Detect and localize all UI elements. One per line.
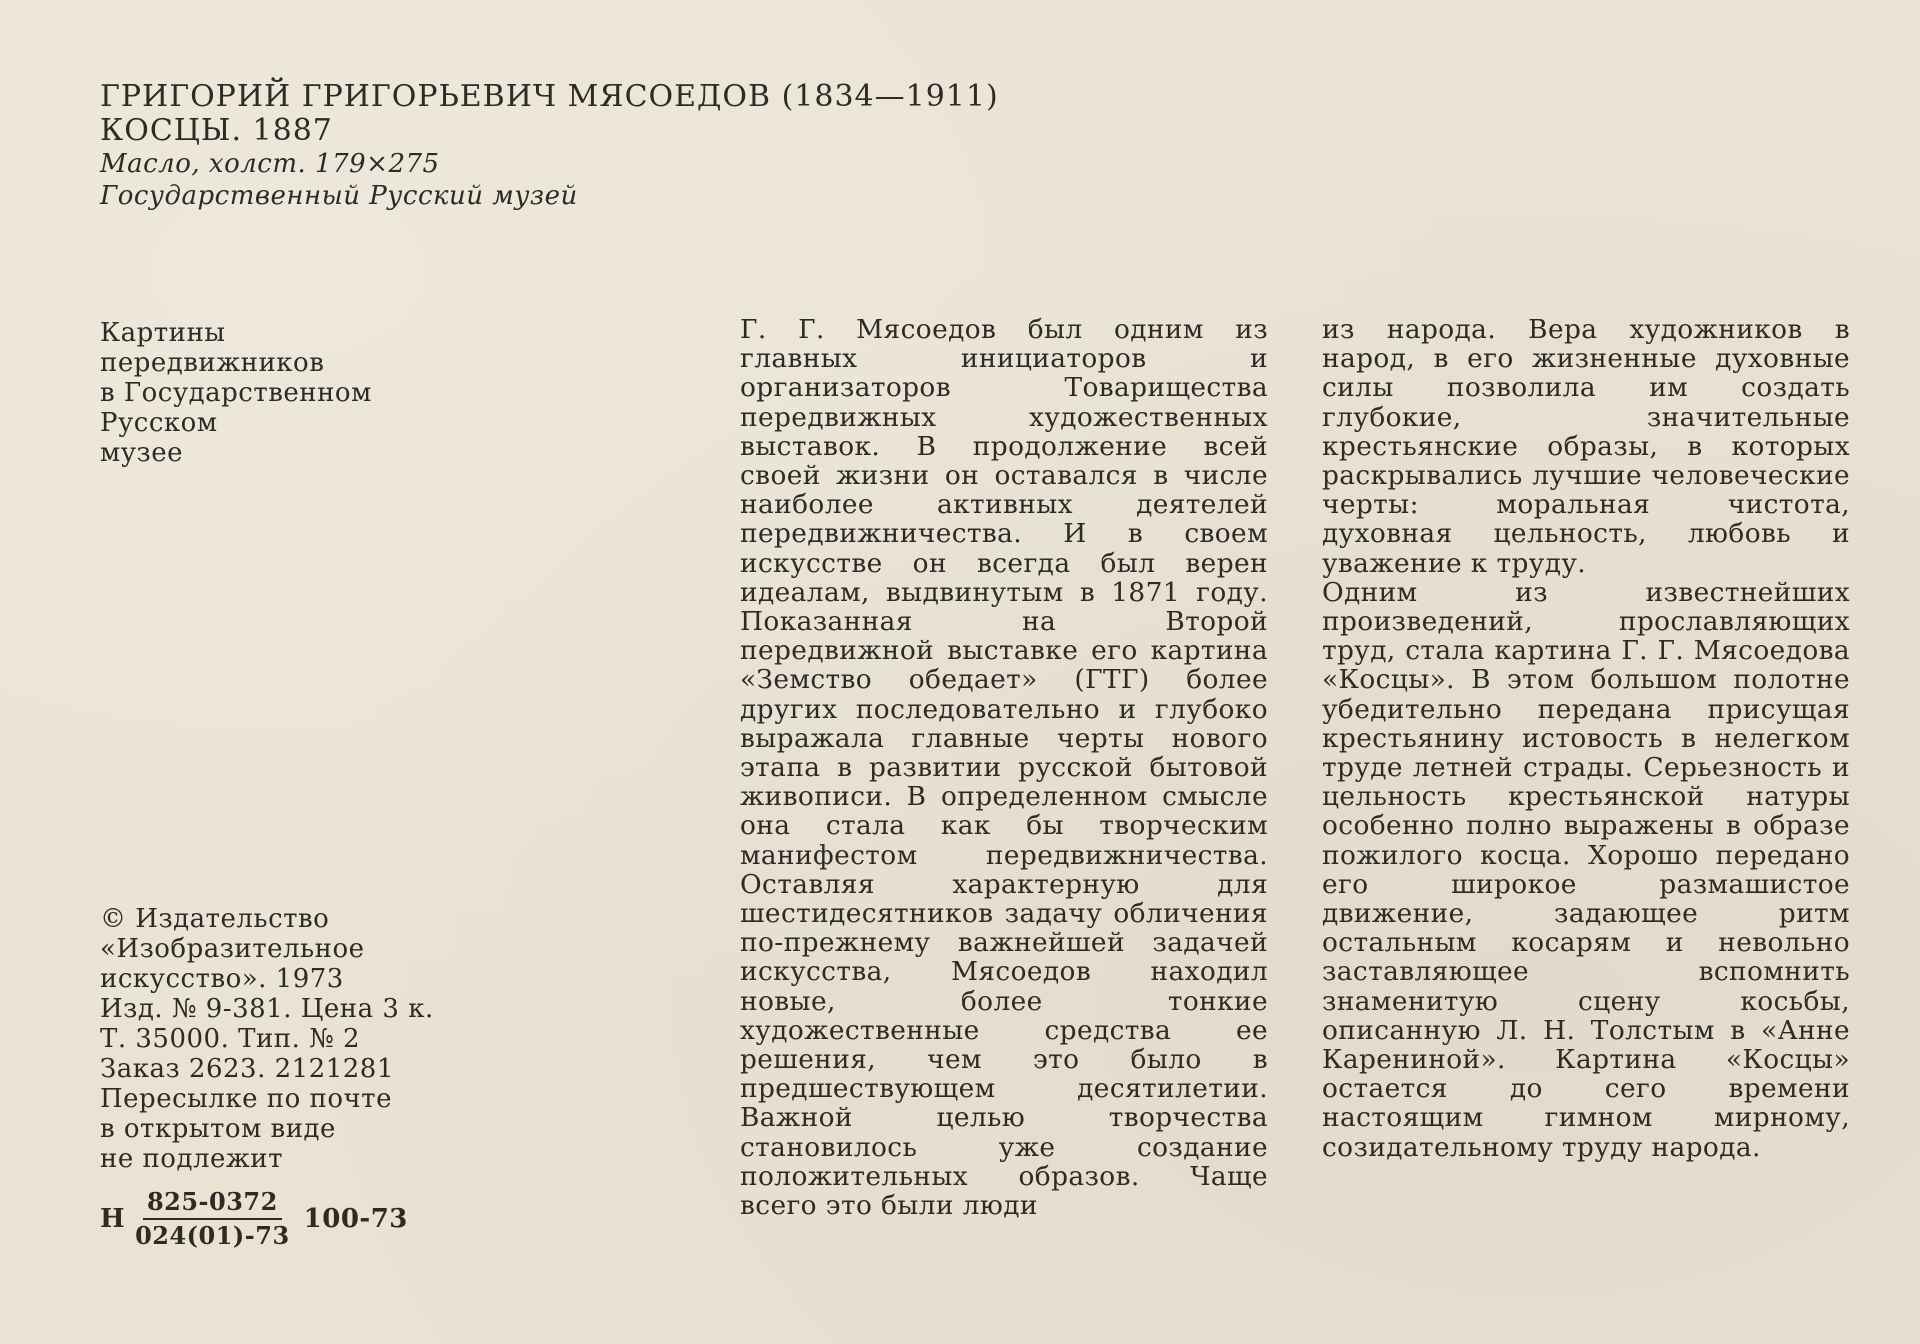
imprint-line: © Издательство [100,904,330,934]
artwork-medium: Масло, холст. 179×275 [100,149,440,179]
imprint-line: Т. 35000. Тип. № 2 [100,1024,361,1054]
series-title [100,318,500,468]
imprint-line: «Изобразительное [100,934,365,964]
index-suffix: 100-73 [303,1204,408,1234]
series-line: передвижников [100,348,325,378]
body-column-2 [1322,315,1850,1162]
imprint-line: искусство». 1973 [100,964,344,994]
series-line: Русском [100,408,218,438]
imprint-line: в открытом виде [100,1114,336,1144]
body-paragraph: Одним из известнейших произведений, прославляющих труд, стала картина Г. Г. Мясоедова «Косцы». В этом большом полотне убедительно передана присущая крестьянину истовость в нелегком труде летней страды. Серьезность и цельность крестьянской натуры особенно полно выражены в образе пожилого косца. Хорошо передано его широкое размашистое движение, задающее ритм остальным косарям и невольно заставляющее вспомнить знаменитую сцену косьбы, описанную Л. Н. Толстым в «Анне Карениной». Картина «Косцы» остается до сего времени настоящим гимном мирному, созидательному труду народа. [1322,576,1850,1163]
imprint-line: не подлежит [100,1144,284,1174]
imprint-line: Заказ 2623. 2121281 [100,1054,394,1084]
artwork-header [100,80,1100,212]
imprint-line: Пересылке по почте [100,1084,392,1114]
body-column-1 [740,315,1268,1220]
catalog-index [100,1186,580,1252]
series-line: Картины [100,318,226,348]
artwork-title: КОСЦЫ. 1887 [100,113,333,148]
body-paragraph: Г. Г. Мясоедов был одним из главных инициаторов и организаторов Товарищества передвижных художественных выставок. В продолжение всей своей жизни он оставался в числе наиболее активных деятелей передвижничества. И в своем искусстве он всегда был верен идеалам, выдвинутым в 1871 году. Показанная на Второй передвижной выставке его картина «Земство обедает» (ГТГ) более других последовательно и глубоко выражала главные черты нового этапа в развитии русской бытовой живописи. В определенном смысле она стала как бы творческим манифестом передвижничества. Оставляя характерную для шестидесятников задачу обличения по-прежнему важнейшей задачей искусства, Мясоедов находил новые, более тонкие художественные средства ее решения, чем это было в предшествующем десятилетии. Важной целью творчества становилось уже создание положительных образов. Чаще всего это были люди [740,314,1268,1222]
index-fraction [135,1188,290,1250]
series-line: музее [100,438,183,468]
artist-name: ГРИГОРИЙ ГРИГОРЬЕВИЧ МЯСОЕДОВ (1834—1911) [100,79,999,114]
index-denominator: 024(01)-73 [135,1221,290,1250]
body-paragraph: из народа. Вера художников в народ, в его жизненные духовные силы позволила им создать глубокие, значительные крестьянские образы, в которых раскрывались лучшие человеческие черты: моральная чистота, духовная цельность, любовь и уважение к труду. [1322,314,1850,579]
index-prefix: Н [100,1204,126,1234]
museum-name: Государственный Русский музей [100,181,578,211]
publisher-imprint [100,904,580,1252]
series-line: в Государственном [100,378,372,408]
index-numerator: 825-0372 [143,1188,282,1220]
imprint-line: Изд. № 9-381. Цена 3 к. [100,994,434,1024]
